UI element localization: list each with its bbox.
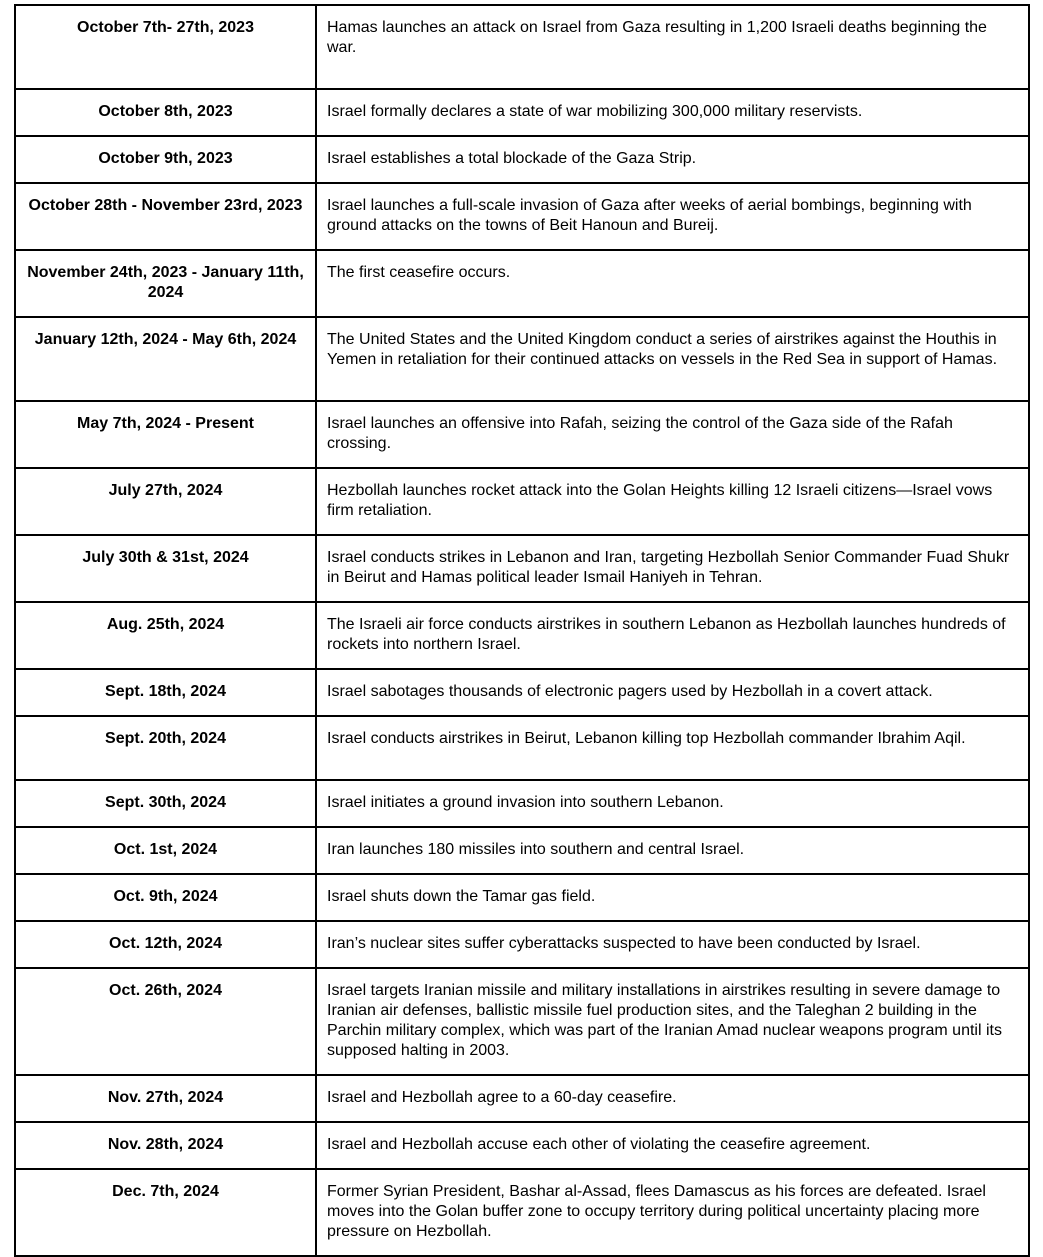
table-row — [15, 89, 1029, 136]
event-cell: Israel shuts down the Tamar gas field. — [316, 874, 1029, 921]
event-cell: The United States and the United Kingdom conduct a series of airstrikes against the Houthis in Yemen in retaliation for their continued attacks on vessels in the Red Sea in support of Hamas. — [316, 317, 1029, 401]
date-cell: Nov. 27th, 2024 — [15, 1075, 316, 1122]
date-cell: October 28th - November 23rd, 2023 — [15, 183, 316, 250]
date-cell: Sept. 20th, 2024 — [15, 716, 316, 780]
event-cell: Hezbollah launches rocket attack into the Golan Heights killing 12 Israeli citizens—Israel vows firm retaliation. — [316, 468, 1029, 535]
date-cell: October 8th, 2023 — [15, 89, 316, 136]
event-cell: Hamas launches an attack on Israel from Gaza resulting in 1,200 Israeli deaths beginning the war. — [316, 5, 1029, 89]
table-row — [15, 716, 1029, 780]
table-row — [15, 669, 1029, 716]
event-cell: Israel launches an offensive into Rafah, seizing the control of the Gaza side of the Rafah crossing. — [316, 401, 1029, 468]
table-row — [15, 535, 1029, 602]
event-cell: Israel conducts strikes in Lebanon and Iran, targeting Hezbollah Senior Commander Fuad Shukr in Beirut and Hamas political leader Ismail Haniyeh in Tehran. — [316, 535, 1029, 602]
table-row — [15, 968, 1029, 1075]
event-cell: Iran’s nuclear sites suffer cyberattacks suspected to have been conducted by Israel. — [316, 921, 1029, 968]
table-row — [15, 250, 1029, 317]
table-row — [15, 468, 1029, 535]
event-cell: Israel and Hezbollah agree to a 60-day ceasefire. — [316, 1075, 1029, 1122]
table-row — [15, 317, 1029, 401]
event-cell: Israel and Hezbollah accuse each other of violating the ceasefire agreement. — [316, 1122, 1029, 1169]
date-cell: Oct. 26th, 2024 — [15, 968, 316, 1075]
table-row — [15, 136, 1029, 183]
date-cell: January 12th, 2024 - May 6th, 2024 — [15, 317, 316, 401]
date-cell: Aug. 25th, 2024 — [15, 602, 316, 669]
date-cell: Dec. 7th, 2024 — [15, 1169, 316, 1256]
table-row — [15, 780, 1029, 827]
date-cell: Oct. 9th, 2024 — [15, 874, 316, 921]
event-cell: Iran launches 180 missiles into southern and central Israel. — [316, 827, 1029, 874]
event-cell: Israel launches a full-scale invasion of Gaza after weeks of aerial bombings, beginning with ground attacks on the towns of Beit Hanoun and Bureij. — [316, 183, 1029, 250]
table-row — [15, 827, 1029, 874]
event-cell: Israel conducts airstrikes in Beirut, Lebanon killing top Hezbollah commander Ibrahim Aqil. — [316, 716, 1029, 780]
date-cell: July 30th & 31st, 2024 — [15, 535, 316, 602]
date-cell: November 24th, 2023 - January 11th, 2024 — [15, 250, 316, 317]
timeline-table — [14, 4, 1030, 1257]
table-row — [15, 5, 1029, 89]
event-cell: The first ceasefire occurs. — [316, 250, 1029, 317]
event-cell: Israel formally declares a state of war mobilizing 300,000 military reservists. — [316, 89, 1029, 136]
table-row — [15, 874, 1029, 921]
date-cell: Sept. 30th, 2024 — [15, 780, 316, 827]
table-row — [15, 1075, 1029, 1122]
event-cell: Israel sabotages thousands of electronic pagers used by Hezbollah in a covert attack. — [316, 669, 1029, 716]
table-row — [15, 602, 1029, 669]
event-cell: Israel targets Iranian missile and military installations in airstrikes resulting in severe damage to Iranian air defenses, ballistic missile fuel production sites, and the Taleghan 2 building in the Parchin military complex, which was part of the Iranian Amad nuclear weapons program until its supposed halting in 2003. — [316, 968, 1029, 1075]
event-cell: Israel establishes a total blockade of the Gaza Strip. — [316, 136, 1029, 183]
date-cell: May 7th, 2024 - Present — [15, 401, 316, 468]
date-cell: Sept. 18th, 2024 — [15, 669, 316, 716]
date-cell: July 27th, 2024 — [15, 468, 316, 535]
event-cell: Former Syrian President, Bashar al-Assad, flees Damascus as his forces are defeated. Israel moves into the Golan buffer zone to occupy territory during political uncertainty placing more pressure on Hezbollah. — [316, 1169, 1029, 1256]
table-row — [15, 921, 1029, 968]
event-cell: Israel initiates a ground invasion into southern Lebanon. — [316, 780, 1029, 827]
event-cell: The Israeli air force conducts airstrikes in southern Lebanon as Hezbollah launches hundreds of rockets into northern Israel. — [316, 602, 1029, 669]
date-cell: October 7th- 27th, 2023 — [15, 5, 316, 89]
table-row — [15, 1122, 1029, 1169]
table-row — [15, 183, 1029, 250]
table-row — [15, 401, 1029, 468]
date-cell: Oct. 1st, 2024 — [15, 827, 316, 874]
date-cell: Nov. 28th, 2024 — [15, 1122, 316, 1169]
date-cell: October 9th, 2023 — [15, 136, 316, 183]
date-cell: Oct. 12th, 2024 — [15, 921, 316, 968]
